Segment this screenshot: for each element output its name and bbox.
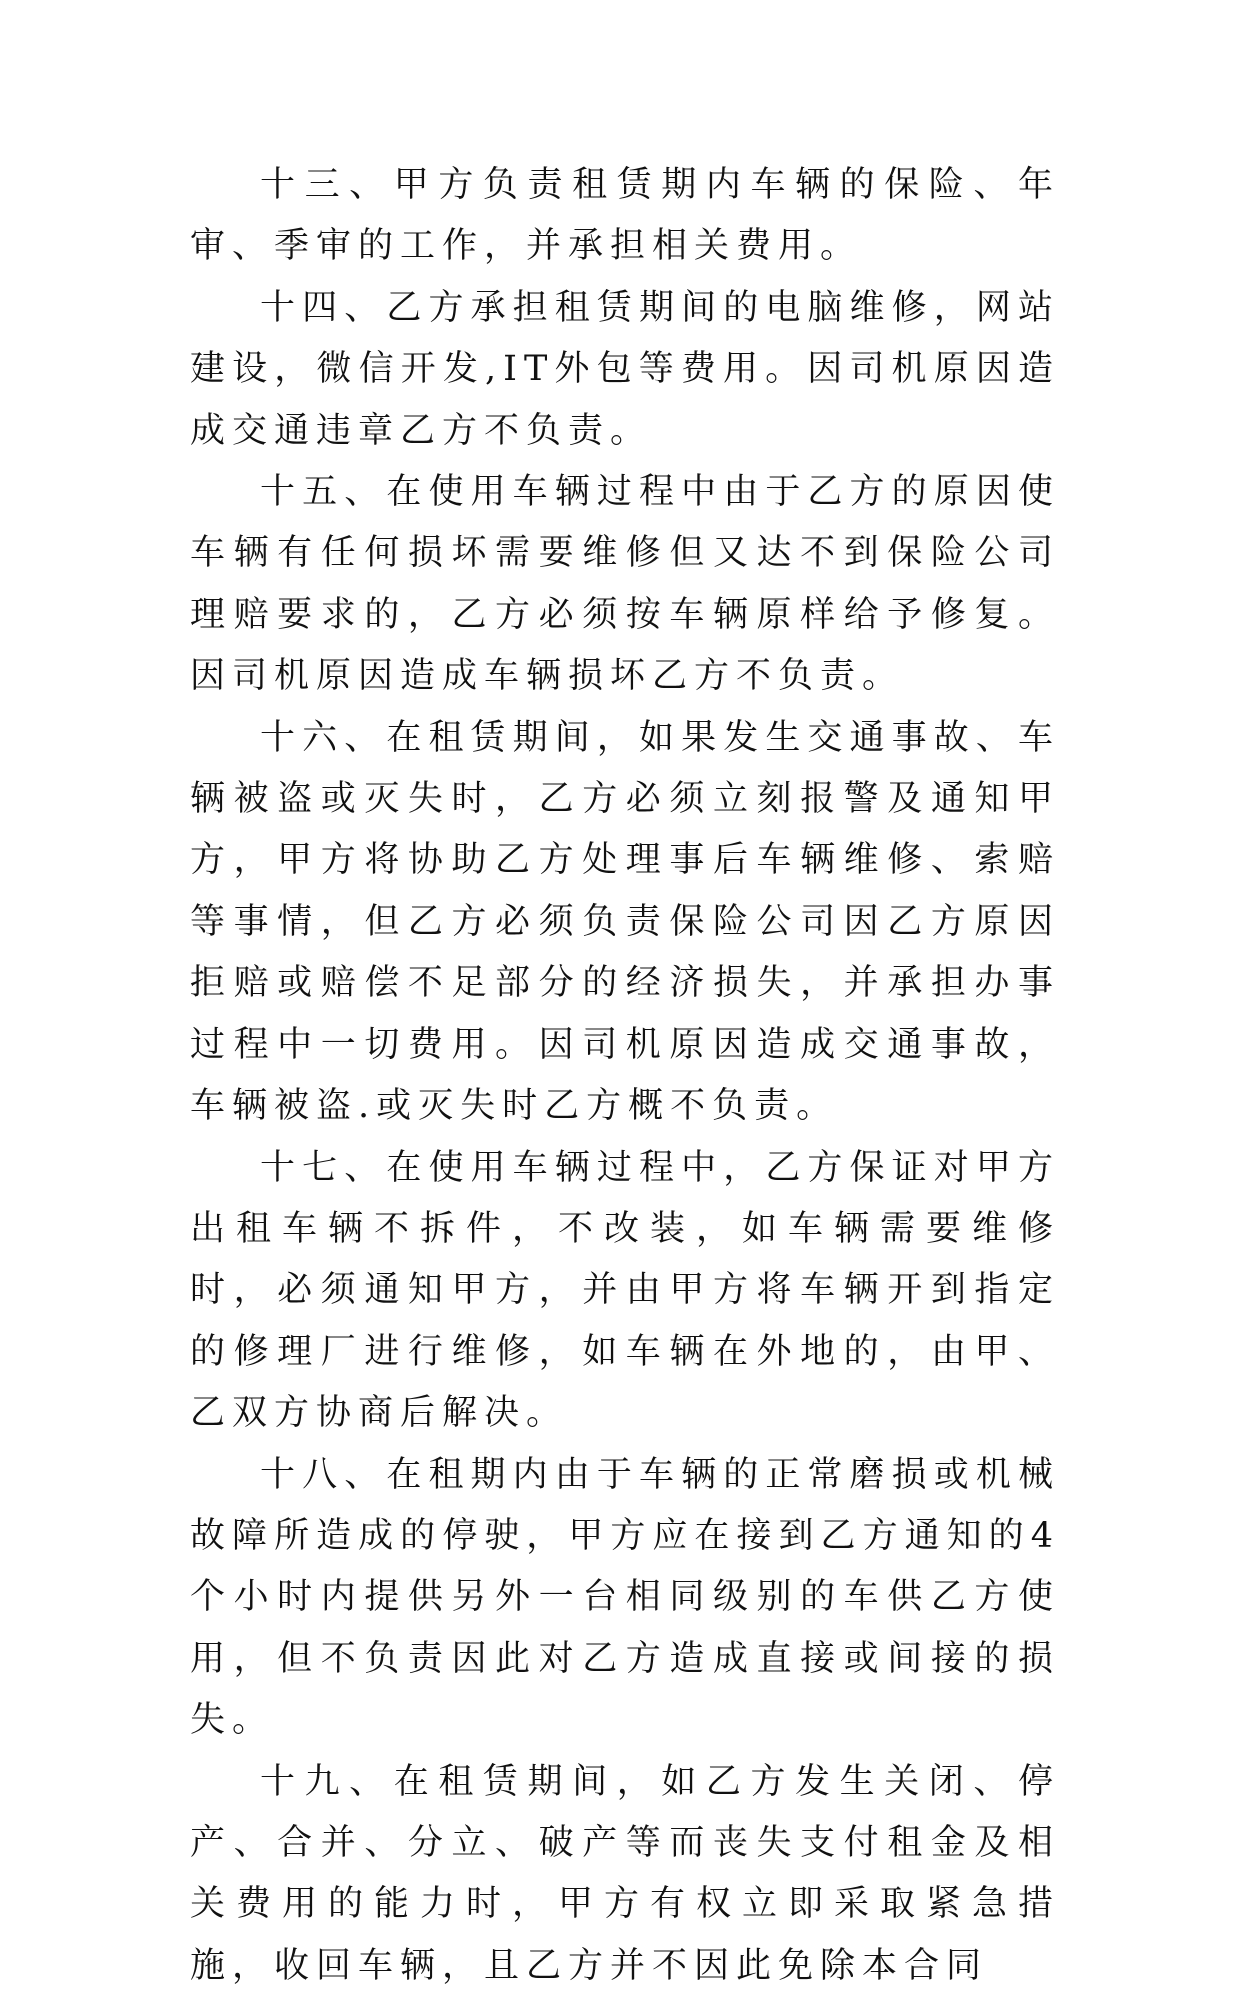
clause-18: 十八、在租期内由于车辆的正常磨损或机械故障所造成的停驶，甲方应在接到乙方通知的4个小时内提供另外一台相同级别的车供乙方使用，但不负责因此对乙方造成直接或间接的损失。 xyxy=(190,1454,1060,1741)
clause-19: 十九、在租赁期间，如乙方发生关闭、停产、合并、分立、破产等而丧失支付租金及相关费用的能力时，甲方有权立即采取紧急措施，收回车辆，且乙方并不因此免除本合同 xyxy=(190,1761,1060,1986)
clause-15: 十五、在使用车辆过程中由于乙方的原因使车辆有任何损坏需要维修但又达不到保险公司理赔要求的，乙方必须按车辆原样给予修复。因司机原因造成车辆损坏乙方不负责。 xyxy=(190,472,1060,697)
contract-body xyxy=(190,155,1060,1997)
clause-14: 十四、乙方承担租赁期间的电脑维修，网站建设，微信开发,IT外包等费用。因司机原因造成交通违章乙方不负责。 xyxy=(190,287,1060,451)
clause-16: 十六、在租赁期间，如果发生交通事故、车辆被盗或灭失时，乙方必须立刻报警及通知甲方，甲方将协助乙方处理事后车辆维修、索赔等事情，但乙方必须负责保险公司因乙方原因拒赔或赔偿不足部分的经济损失，并承担办事过程中一切费用。因司机原因造成交通事故，车辆被盗.或灭失时乙方概不负责。 xyxy=(190,717,1060,1127)
clause-13: 十三、甲方负责租赁期内车辆的保险、年审、季审的工作，并承担相关费用。 xyxy=(190,165,1060,267)
clause-17: 十七、在使用车辆过程中，乙方保证对甲方出租车辆不拆件，不改装，如车辆需要维修时，必须通知甲方，并由甲方将车辆开到指定的修理厂进行维修，如车辆在外地的，由甲、乙双方协商后解决。 xyxy=(190,1147,1060,1434)
